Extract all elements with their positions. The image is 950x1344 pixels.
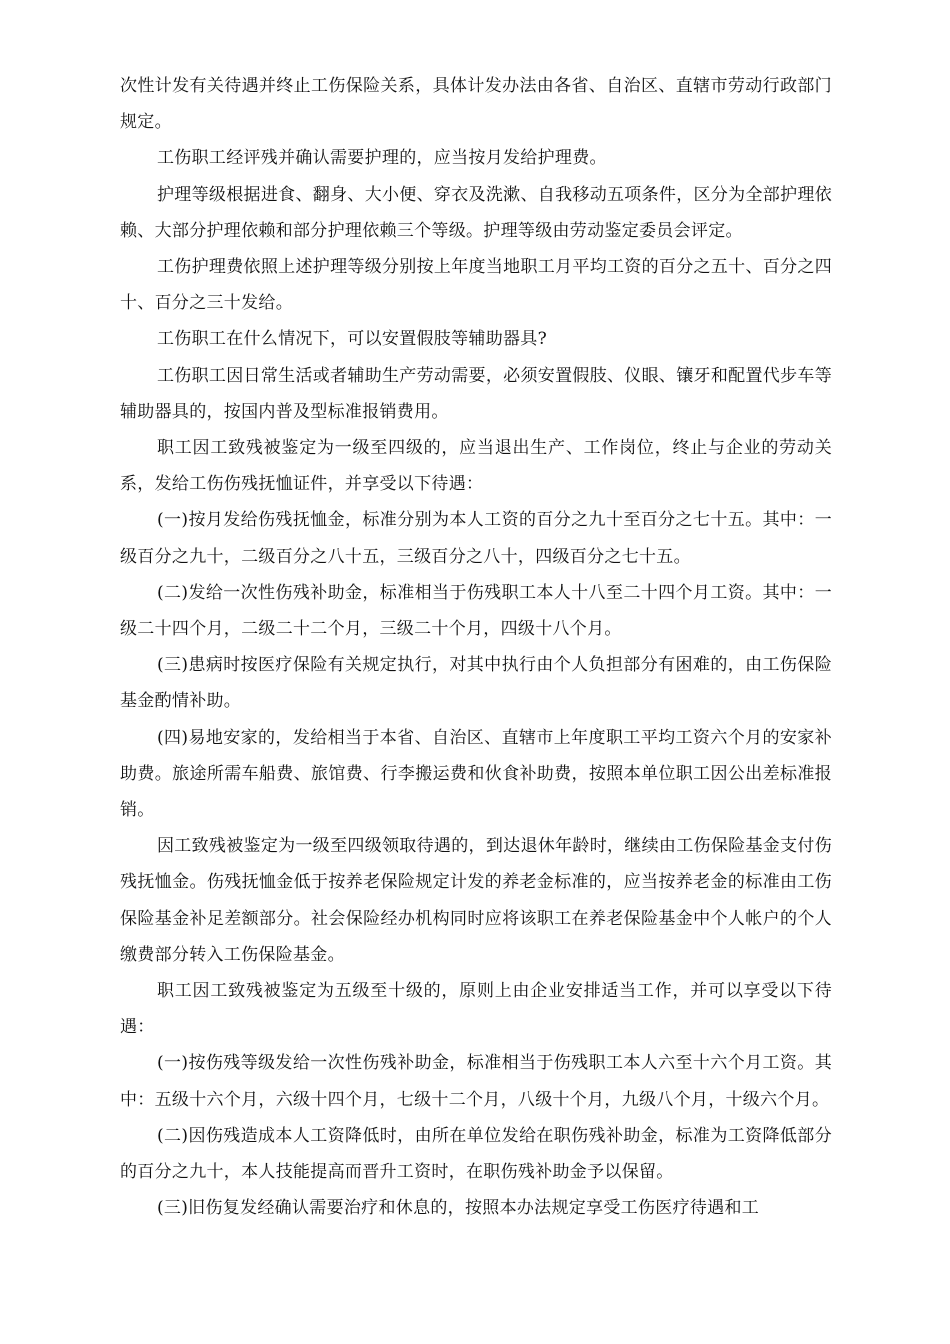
paragraph-grade-1-4: 职工因工致残被鉴定为一级至四级的，应当退出生产、工作岗位，终止与企业的劳动关系，发给工伤伤残抚恤证件，并享受以下待遇： [120, 438, 832, 495]
paragraph-nursing-levels: 护理等级根据进食、翻身、大小便、穿衣及洗漱、自我移动五项条件，区分为全部护理依赖、大部分护理依赖和部分护理依赖三个等级。护理等级由劳动鉴定委员会评定。 [120, 184, 832, 241]
paragraph-grade-5-10: 职工因工致残被鉴定为五级至十级的，原则上由企业安排适当工作，并可以享受以下待遇： [120, 981, 832, 1038]
paragraph-prosthetics: 工伤职工因日常生活或者辅助生产劳动需要，必须安置假肢、仪眼、镶牙和配置代步车等辅助器具的，按国内普及型标准报销费用。 [120, 365, 832, 422]
list-item-4: (四)易地安家的，发给相当于本省、自治区、直辖市上年度职工平均工资六个月的安家补助费。旅途所需车船费、旅馆费、行李搬运费和伙食补助费，按照本单位职工因公出差标准报销。 [120, 727, 832, 821]
paragraph-nursing-fee: 工伤职工经评残并确认需要护理的，应当按月发给护理费。 [157, 148, 607, 169]
paragraph-nursing-fee-rates: 工伤护理费依照上述护理等级分别按上年度当地职工月平均工资的百分之五十、百分之四十、百分之三十发给。 [120, 257, 832, 314]
list-item-5: (一)按伤残等级发给一次性伤残补助金，标准相当于伤残职工本人六至十六个月工资。其中：五级十六个月，六级十四个月，七级十二个月，八级十个月，九级八个月，十级六个月。 [120, 1053, 832, 1110]
paragraph-continuation: 次性计发有关待遇并终止工伤保险关系，具体计发办法由各省、自治区、直辖市劳动行政部门规定。 [120, 76, 832, 133]
list-item-7: (三)旧伤复发经确认需要治疗和休息的，按照本办法规定享受工伤医疗待遇和工 [157, 1198, 760, 1219]
list-item-3: (三)患病时按医疗保险有关规定执行，对其中执行由个人负担部分有困难的，由工伤保险基金酌情补助。 [120, 655, 832, 712]
paragraph-question-prosthetics: 工伤职工在什么情况下，可以安置假肢等辅助器具? [157, 329, 548, 350]
paragraph-retirement: 因工致残被鉴定为一级至四级领取待遇的，到达退休年龄时，继续由工伤保险基金支付伤残抚恤金。伤残抚恤金低于按养老保险规定计发的养老金标准的，应当按养老金的标准由工伤保险基金补足差额部分。社会保险经办机构同时应将该职工在养老保险基金中个人帐户的个人缴费部分转入工伤保险基金。 [120, 836, 832, 965]
list-item-6: (二)因伤残造成本人工资降低时，由所在单位发给在职伤残补助金，标准为工资降低部分的百分之九十，本人技能提高而晋升工资时，在职伤残补助金予以保留。 [120, 1125, 832, 1183]
document-page [120, 68, 832, 1227]
list-item-1: (一)按月发给伤残抚恤金，标准分别为本人工资的百分之九十至百分之七十五。其中：一级百分之九十，二级百分之八十五，三级百分之八十，四级百分之七十五。 [120, 510, 832, 567]
list-item-2: (二)发给一次性伤残补助金，标准相当于伤残职工本人十八至二十四个月工资。其中：一级二十四个月，二级二十二个月，三级二十个月，四级十八个月。 [120, 582, 832, 640]
